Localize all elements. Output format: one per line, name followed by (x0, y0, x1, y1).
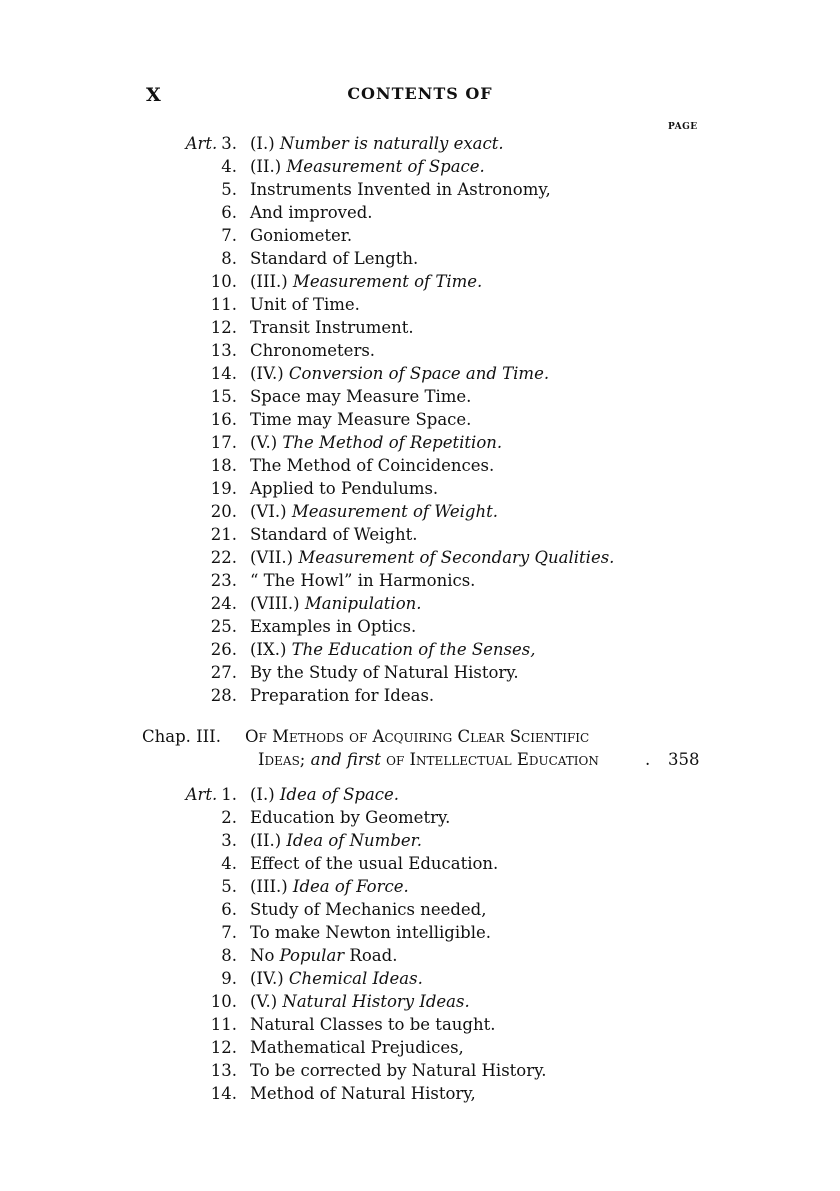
running-title: CONTENTS OF (347, 84, 493, 103)
article-title (250, 592, 422, 615)
article-number (211, 1013, 237, 1036)
toc-entry (0, 178, 840, 201)
article-title (250, 385, 471, 408)
toc-entry (0, 638, 840, 661)
article-lead: (III.) (250, 877, 293, 896)
page-column-label: PAGE (668, 122, 698, 132)
toc-entry (0, 477, 840, 500)
article-title (250, 155, 485, 178)
toc-entry (0, 967, 840, 990)
article-prefix: Art. (185, 134, 218, 153)
article-title (250, 339, 375, 362)
chapter-title-and-first: and first (310, 750, 381, 769)
toc-entry (0, 875, 840, 898)
article-number (211, 684, 237, 707)
article-title (250, 852, 498, 875)
article-lead: (III.) (250, 272, 293, 291)
article-number (211, 1082, 237, 1105)
article-number (211, 270, 237, 293)
article-title (250, 201, 373, 224)
article-title-text: Standard of Weight. (250, 525, 418, 544)
article-title-text: Measurement of Secondary Qualities. (298, 548, 615, 567)
article-number-value: 6. (221, 900, 237, 919)
article-title-text: The Education of the Senses, (291, 640, 536, 659)
article-number (221, 247, 237, 270)
article-title-text: Number is naturally exact. (279, 134, 504, 153)
article-number-value: 23. (210, 571, 237, 590)
article-title-text: Preparation for Ideas. (250, 686, 435, 705)
article-title (250, 806, 450, 829)
article-number (221, 178, 237, 201)
article-number (211, 569, 237, 592)
article-title (250, 362, 549, 385)
article-title (250, 454, 494, 477)
article-number-value: 3. (221, 134, 237, 153)
article-number-value: 10. (210, 992, 237, 1011)
article-title (250, 224, 352, 247)
article-number (221, 201, 237, 224)
toc-entry (0, 270, 840, 293)
article-title-text: Space may Measure Time. (250, 387, 472, 406)
article-title (250, 661, 519, 684)
article-title-text: Goniometer. (250, 226, 353, 245)
article-number (211, 477, 237, 500)
article-number-value: 5. (221, 877, 237, 896)
article-number (211, 1059, 237, 1082)
toc-entry (0, 569, 840, 592)
article-title (250, 921, 491, 944)
article-number (211, 316, 237, 339)
article-title-text: Transit Instrument. (250, 318, 414, 337)
article-title-text: Standard of Length. (250, 249, 419, 268)
article-number (211, 385, 237, 408)
toc-entry (0, 362, 840, 385)
article-number-value: 17. (210, 433, 237, 452)
article-number-value: 12. (210, 318, 237, 337)
toc-entry (0, 385, 840, 408)
article-title-text: Instruments Invented in Astronomy, (250, 180, 551, 199)
toc-entry (0, 431, 840, 454)
article-number-value: 22. (210, 548, 237, 567)
article-title-text: The Method of Coincidences. (250, 456, 495, 475)
article-list-chapter-2 (0, 132, 840, 707)
article-title-text: Applied to Pendulums. (250, 479, 439, 498)
article-title (250, 546, 614, 569)
article-number-value: 8. (221, 946, 237, 965)
article-title (250, 829, 422, 852)
article-number-value: 16. (210, 410, 237, 429)
article-tail: Road. (344, 946, 398, 965)
article-title-text: Unit of Time. (250, 295, 360, 314)
article-number (211, 408, 237, 431)
toc-entry (0, 592, 840, 615)
toc-entry (0, 316, 840, 339)
article-number-value: 8. (221, 249, 237, 268)
article-title (250, 638, 536, 661)
article-title-text: Mathematical Prejudices, (250, 1038, 464, 1057)
article-number-value: 14. (210, 364, 237, 383)
article-title (250, 1059, 547, 1082)
article-list-chapter-3 (0, 783, 840, 1105)
article-number (221, 829, 237, 852)
article-number-value: 12. (210, 1038, 237, 1057)
article-number-value: 3. (221, 831, 237, 850)
article-number (211, 990, 237, 1013)
article-title-text: “ The Howl” in Harmonics. (250, 571, 476, 590)
chapter-label: Chap. III. (142, 727, 221, 746)
article-title-text: By the Study of Natural History. (250, 663, 519, 682)
article-number-value: 27. (210, 663, 237, 682)
article-lead: (IV.) (250, 364, 289, 383)
article-lead: (IX.) (250, 640, 292, 659)
article-title (250, 316, 414, 339)
toc-entry (0, 944, 840, 967)
article-title (250, 684, 434, 707)
article-title-text: Idea of Number. (286, 831, 422, 850)
article-title-text: Effect of the usual Education. (250, 854, 499, 873)
article-number-value: 4. (221, 854, 237, 873)
article-title (250, 293, 360, 316)
toc-entry (0, 546, 840, 569)
article-number (221, 898, 237, 921)
article-title (250, 132, 504, 155)
article-title-text: Examples in Optics. (250, 617, 417, 636)
article-number-value: 2. (221, 808, 237, 827)
article-title-text: Method of Natural History, (250, 1084, 476, 1103)
article-lead: (V.) (250, 433, 283, 452)
toc-entry (0, 1036, 840, 1059)
article-title-text: Chronometers. (250, 341, 376, 360)
toc-entry (0, 1059, 840, 1082)
article-number (211, 523, 237, 546)
article-number-value: 6. (221, 203, 237, 222)
article-title-text: Measurement of Space. (286, 157, 485, 176)
toc-entry (0, 806, 840, 829)
article-title-text: To be corrected by Natural History. (250, 1061, 547, 1080)
article-title (250, 431, 502, 454)
article-number-value: 7. (221, 226, 237, 245)
article-lead: (I.) (250, 134, 280, 153)
article-number (211, 293, 237, 316)
article-title (250, 247, 418, 270)
article-title (250, 178, 551, 201)
article-number-value: 14. (210, 1084, 237, 1103)
article-title-text: Manipulation. (304, 594, 422, 613)
toc-entry (0, 247, 840, 270)
article-title (250, 523, 418, 546)
article-number-value: 13. (210, 341, 237, 360)
toc-entry (0, 684, 840, 707)
toc-entry (0, 155, 840, 178)
article-lead: (VII.) (250, 548, 299, 567)
article-number (211, 1036, 237, 1059)
article-number-value: 4. (221, 157, 237, 176)
article-title (250, 477, 438, 500)
article-number (221, 944, 237, 967)
article-title-text: Measurement of Weight. (291, 502, 498, 521)
article-lead: (IV.) (250, 969, 289, 988)
article-number (211, 638, 237, 661)
article-title (250, 569, 475, 592)
toc-entry (0, 661, 840, 684)
article-title (250, 990, 470, 1013)
article-number (221, 224, 237, 247)
article-title (250, 783, 399, 806)
article-number (186, 783, 237, 806)
article-number-value: 28. (210, 686, 237, 705)
article-number (211, 362, 237, 385)
toc-entry (0, 408, 840, 431)
article-title (250, 875, 409, 898)
article-title-text: Education by Geometry. (250, 808, 451, 827)
toc-entry (0, 1082, 840, 1105)
toc-entry (0, 339, 840, 362)
article-number (186, 132, 237, 155)
article-number-value: 15. (210, 387, 237, 406)
article-title (250, 898, 487, 921)
article-number-value: 10. (210, 272, 237, 291)
toc-entry (0, 852, 840, 875)
toc-entry (0, 293, 840, 316)
toc-entry (0, 921, 840, 944)
article-number (211, 661, 237, 684)
article-number-value: 11. (210, 1015, 237, 1034)
article-title-text: Idea of Force. (292, 877, 409, 896)
article-lead: (VI.) (250, 502, 292, 521)
article-title (250, 408, 471, 431)
article-number (221, 875, 237, 898)
toc-entry (0, 454, 840, 477)
article-number-value: 24. (210, 594, 237, 613)
toc-entry (0, 898, 840, 921)
chapter-title-education: of Intellectual Education (386, 750, 599, 769)
article-number (221, 852, 237, 875)
article-title (250, 944, 397, 967)
article-number-value: 18. (210, 456, 237, 475)
article-number-value: 26. (210, 640, 237, 659)
toc-entry (0, 201, 840, 224)
article-number-value: 19. (210, 479, 237, 498)
article-lead: (I.) (250, 785, 280, 804)
page-numeral: X (146, 84, 161, 106)
toc-entry (0, 523, 840, 546)
article-lead: No (250, 946, 280, 965)
article-prefix: Art. (185, 785, 218, 804)
article-title (250, 1013, 495, 1036)
article-lead: (V.) (250, 992, 283, 1011)
article-number (211, 546, 237, 569)
article-title-text: Measurement of Time. (292, 272, 483, 291)
article-title-text: Popular (279, 946, 345, 965)
article-title-text: Time may Measure Space. (250, 410, 472, 429)
article-title-text: And improved. (250, 203, 373, 222)
article-title (250, 270, 482, 293)
toc-entry (0, 132, 840, 155)
article-number-value: 9. (221, 969, 237, 988)
toc-entry (0, 1013, 840, 1036)
article-number (211, 500, 237, 523)
article-number-value: 13. (210, 1061, 237, 1080)
article-number-value: 1. (221, 785, 237, 804)
chapter-title-line1: Of Methods of Acquiring Clear Scientific (245, 727, 590, 746)
article-title-text: To make Newton intelligible. (250, 923, 491, 942)
article-number (211, 431, 237, 454)
leader-dot: . (645, 750, 651, 769)
article-number (211, 454, 237, 477)
article-lead: (VIII.) (250, 594, 305, 613)
toc-entry (0, 990, 840, 1013)
article-title (250, 967, 423, 990)
chapter-page-number: 358 (668, 750, 700, 769)
article-title-text: Idea of Space. (279, 785, 400, 804)
article-lead: (II.) (250, 831, 287, 850)
article-title-text: Study of Mechanics needed, (250, 900, 487, 919)
article-number-value: 5. (221, 180, 237, 199)
article-title (250, 1036, 464, 1059)
article-lead: (II.) (250, 157, 287, 176)
article-title (250, 500, 498, 523)
article-number (211, 339, 237, 362)
article-number-value: 11. (210, 295, 237, 314)
article-title-text: The Method of Repetition. (282, 433, 503, 452)
chapter-title-ideas: Ideas; (258, 750, 306, 769)
toc-entry (0, 500, 840, 523)
article-title-text: Conversion of Space and Time. (288, 364, 550, 383)
article-title (250, 615, 416, 638)
article-number-value: 7. (221, 923, 237, 942)
article-number (221, 806, 237, 829)
article-title-text: Natural Classes to be taught. (250, 1015, 496, 1034)
article-title-text: Chemical Ideas. (288, 969, 423, 988)
article-number-value: 20. (210, 502, 237, 521)
article-number (211, 615, 237, 638)
toc-entry (0, 783, 840, 806)
chapter-title-line2 (258, 750, 599, 769)
toc-entry (0, 224, 840, 247)
article-title (250, 1082, 476, 1105)
toc-entry (0, 829, 840, 852)
article-number (221, 967, 237, 990)
article-number (221, 155, 237, 178)
toc-entry (0, 615, 840, 638)
article-number (221, 921, 237, 944)
article-number-value: 21. (210, 525, 237, 544)
article-title-text: Natural History Ideas. (282, 992, 470, 1011)
article-number-value: 25. (210, 617, 237, 636)
article-number (211, 592, 237, 615)
